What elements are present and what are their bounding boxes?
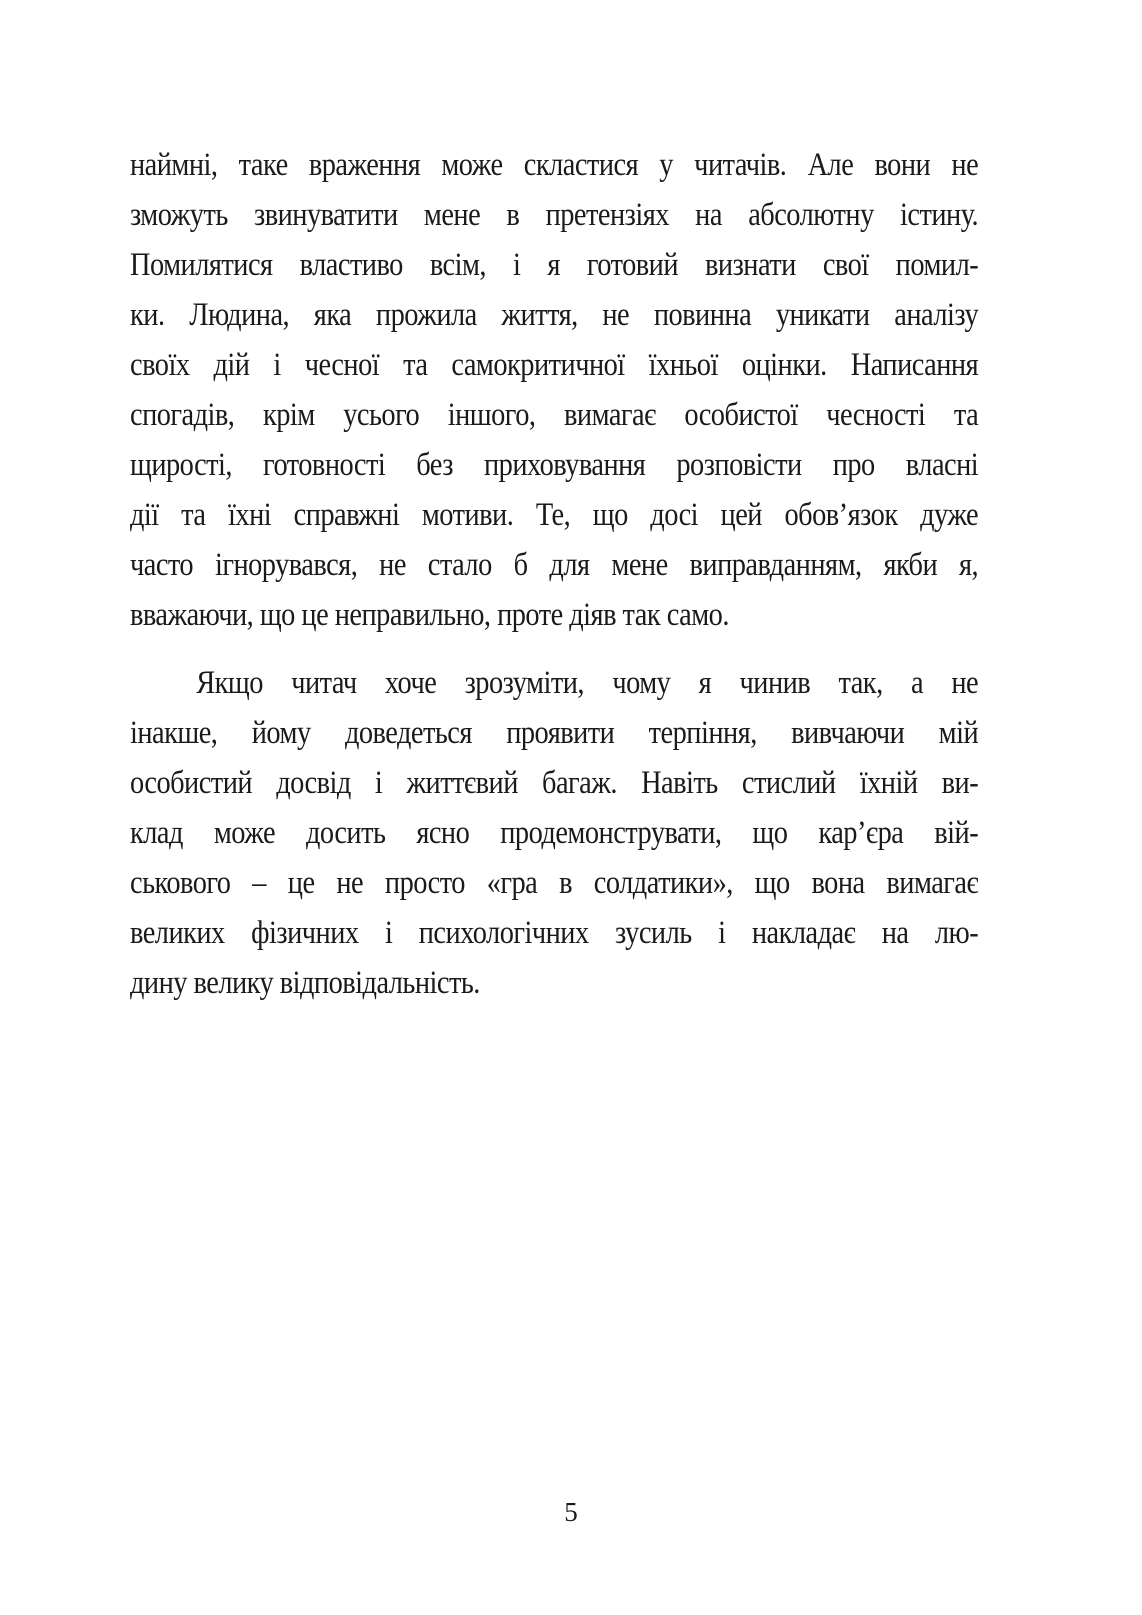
text-line: особистий досвід і життєвий багаж. Навіть стислий їхній ви-: [130, 765, 979, 801]
text-line: ськового – це не просто «гра в солдатики», що вона вимагає: [130, 865, 979, 901]
paragraph-2: [130, 658, 978, 1008]
text-line: дину велику відповідальність.: [130, 965, 480, 1001]
text-line: Помилятися властиво всім, і я готовий визнати свої помил-: [130, 247, 979, 283]
text-line: щирості, готовності без приховування розповісти про власні: [130, 447, 979, 483]
paragraph-1: [130, 140, 978, 640]
text-line: дії та їхні справжні мотиви. Те, що досі цей обов’язок дуже: [130, 497, 979, 533]
text-line: часто ігнорувався, не стало б для мене виправданням, якби я,: [130, 547, 979, 583]
text-line: наймні, таке враження може скластися у читачів. Але вони не: [130, 147, 979, 183]
text-line: своїх дій і чесної та самокритичної їхньої оцінки. Написання: [130, 347, 979, 383]
body-text: [130, 140, 978, 1008]
text-line: інакше, йому доведеться проявити терпіння, вивчаючи мій: [130, 715, 979, 751]
text-line: спогадів, крім усього іншого, вимагає особистої чесності та: [130, 397, 979, 433]
paragraph-spacing: [130, 640, 978, 658]
text-line: клад може досить ясно продемонструвати, що кар’єра вій-: [130, 815, 979, 851]
text-line: вважаючи, що це неправильно, проте діяв так само.: [130, 597, 729, 633]
text-line: ки. Людина, яка прожила життя, не повинна уникати аналізу: [130, 297, 979, 333]
page-number: 5: [564, 1497, 578, 1527]
text-line: великих фізичних і психологічних зусиль і накладає на лю-: [130, 915, 979, 951]
text-line: зможуть звинуватити мене в претензіях на абсолютну істину.: [130, 197, 979, 233]
text-line: Якщо читач хоче зрозуміти, чому я чинив так, а не: [196, 665, 979, 701]
